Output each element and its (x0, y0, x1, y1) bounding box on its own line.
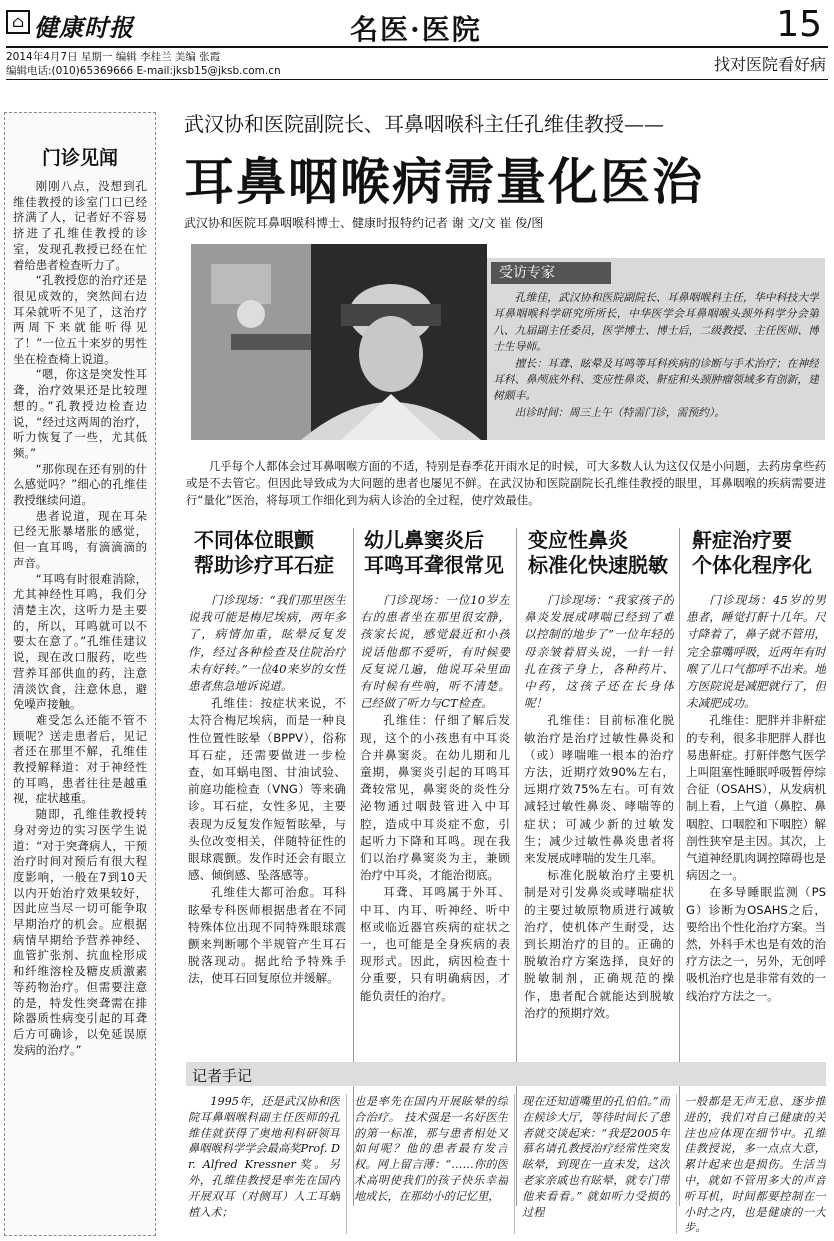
clinic-scene: 门诊现场：“我们那里医生说我可能是梅尼埃病，两年多了，病情加重，眩晕反复发作，经过各种检查及住院治疗未有好转。”一位40来岁的女性患者焦急地诉说道。 (188, 593, 346, 694)
column-heading-line: 帮助诊疗耳石症 (194, 553, 334, 577)
column-heading-line: 个体化程序化 (692, 553, 812, 577)
column-heading (364, 528, 510, 578)
contact-line: 编辑电话:(010)65369666 E-mail:jksb15@jksb.com.cn (6, 65, 281, 77)
page-number: 15 (776, 4, 822, 45)
sidebar-paragraph: “嗯，你这是突发性耳聋，治疗效果还是比较理想的。”孔教授边检查边说，“经过这两周的治疗，听力恢复了一些，尤其低频。” (13, 367, 147, 460)
article-byline: 武汉协和医院耳鼻咽喉科博士、健康时报特约记者 谢 文/文 崔 俊/图 (184, 216, 544, 230)
column-heading-line: 幼儿鼻窦炎后 (364, 528, 484, 552)
reporter-note-header (186, 1062, 826, 1086)
surgeon-photo (191, 244, 487, 440)
sidebar-body (13, 179, 147, 1229)
logo-icon: ⌂ (6, 10, 30, 34)
reporter-note-paragraph: 1995年，还是武汉协和医院耳鼻咽喉科副主任医师的孔维佳就获得了奥地利科研领耳鼻咽喉科学学会最高奖Prof. Dr. Alfred Kressner奖。另外，孔维佳教授是率先在国内开展双耳（对侧耳）人工耳蜗植入术； (188, 1095, 340, 1219)
expert-hours: 出诊时间：周三上午（特需门诊，需预约）。 (514, 405, 726, 419)
reporter-note-paragraph: 也是率先在国内开展眩晕的综合治疗。 技术强是一名好医生的第一标准，那与患者相处又如何呢？他的患者最有发言权。网上留言薄：“……你的医术高明使我们的孩子快乐幸福地成长，在那幼小的记忆里， (354, 1095, 508, 1203)
reporter-note-column (188, 1094, 340, 1238)
column-heading (194, 528, 346, 578)
sidebar-paragraph: “孔教授您的治疗还是很见成效的，突然间右边耳朵就听不见了，这治疗两周下来就能听得见了！”一位五十来岁的男性坐在检查椅上说道。 (13, 273, 147, 366)
article-intro-text: 几乎每个人都体会过耳鼻咽喉方面的不适，特别是春季花开雨水足的时候，可大多数人认为这仅仅是小问题，去药房拿些药或是不去管它。但因此导致成为大问题的患者也屡见不鲜。在武汉协和医院副院长孔维佳教授的眼里，耳鼻咽喉的疾病需要进行“量化”医治，将每项工作细化到为病人诊治的全过程，使疗效最佳。 (186, 459, 826, 508)
sidebar-paragraph: 随即，孔维佳教授转身对旁边的实习医学生说道：“对于突聋病人，干预治疗时间对预后有很大程度影响，一般在7到10天以内开始治疗效果较好，因此应当尽一切可能争取早期治疗的机会。应根据病情早期给予营养神经、血管扩张剂、抗血栓形成和纤维溶栓及糖皮质激素等药物治疗。但需要注意的是，特发性突聋需在排除器质性病变引起的耳聋后方可确诊，以免延误原发病的治疗。” (13, 807, 147, 1057)
column-heading (692, 528, 826, 578)
article-headline: 耳鼻咽喉病需量化医治 (184, 152, 704, 211)
reporter-note-paragraph: 现在还知道嘴里的孔伯伯。”而在候诊大厅，等待时间长了患者就交谈起来：“我是2005年慕名请孔教授治疗经常性突发眩晕，到现在一直未发，这次老家亲戚也有眩晕，就专门带他来看看。” 就如听力受损的过程 (522, 1095, 670, 1219)
sidebar (4, 112, 156, 1236)
column-paragraph: 孔维佳：按症状来说，不太符合梅尼埃病，而是一种良性位置性眩晕（BPPV），俗称耳石症，还需要做进一步检查，如耳蜗电图、甘油试验、前庭功能检查（VNG）等来确诊。耳石症，女性多见，主要表现为反复发作短暂眩晕，与头位改变相关，伴随特征性的眼球震颤。发作时还会有眼立感、倾倒感、坠落感等。 (188, 696, 346, 883)
column-heading-line: 耳鸣耳聋很常见 (364, 553, 504, 577)
clinic-scene: 门诊现场：“我家孩子的鼻炎发展成哮喘已经到了难以控制的地步了”一位年轻的母亲皱着眉头说，一针一针扎在孩子身上，各种药片、中药，这孩子还在长身体呢！ (524, 593, 674, 711)
reporter-note-column (684, 1094, 826, 1238)
date-line: 2014年4月7日 星期一 编辑 李桂兰 美编 张霞 (6, 51, 221, 63)
reporter-note-title: 记者手记 (192, 1067, 253, 1085)
slogan: 找对医院看好病 (713, 55, 826, 74)
sidebar-paragraph: “耳鸣有时很难消除，尤其神经性耳鸣，我们分清楚主次，这听力是主要的，所以，耳鸣就可以不要太在意了。”孔维佳建议说，现在改口服药，吃些营养耳部供血的药，注意清淡饮食，注意休息，避免噪声接触。 (13, 571, 147, 712)
expert-bio: 孔维佳，武汉协和医院副院长、耳鼻咽喉科主任，华中科技大学耳鼻咽喉科学研究所所长，中华医学会耳鼻咽喉头颈外科学分会第八、九届副主任委员，医学博士、博士后，二级教授、主任医师、博士生导师。 (493, 291, 819, 354)
reporter-note-column (354, 1094, 508, 1238)
logo-text: 健康时报 (34, 13, 134, 42)
column-paragraph: 在多导睡眠监测（PSG）诊断为OSAHS之后，要给出个性化治疗方案。当然，外科手术也是有效的治疗方法之一，另外，无创呼吸机治疗也是非常有效的一线治疗方法之一。 (686, 885, 826, 1003)
column-heading-line: 标准化快速脱敏 (528, 553, 668, 577)
column-paragraph: 孔维佳：肥胖并非鼾症的专利，很多非肥胖人群也易患鼾症。打鼾伴憋气医学上叫阻塞性睡眠呼吸暂停综合征（OSAHS），从发病机制上看，上气道（鼻腔、鼻咽腔、口咽腔和下咽腔）解剖性狭窄是主因。其次，上气道神经肌肉调控障碍也是病因之一。 (686, 713, 826, 883)
sidebar-paragraph: 难受怎么还能不管不顾呢？送走患者后，见记者还在那里不解，孔维佳教授解释道：对于神经性的耳鸣，患者往往是越重视，症状越重。 (13, 712, 147, 806)
reporter-note-paragraph: 一般都是无声无息、逐步推进的，我们对自己健康的关注也应体现在细节中。孔维佳教授说，多一点点大意，累计起来也是损伤。生活当中，就如不管用多大的声音听耳机，时间都要控制在一小时之内，也是健康的一大步。 (684, 1095, 826, 1235)
logo (6, 8, 136, 42)
column-paragraph: 孔维佳：仔细了解后发现，这个的小孩患有中耳炎合并鼻窦炎。在幼儿期和儿童期，鼻窦炎引起的耳鸣耳聋较常见，鼻窦炎的炎性分泌物通过咽鼓管进入中耳腔，造成中耳炎症不愈，引起听力下降和耳鸣。现在我们以治疗鼻窦炎为主，兼顾治疗中耳炎，才能治彻底。 (360, 713, 510, 883)
expert-specialty: 擅长：耳聋、眩晕及耳鸣等耳科疾病的诊断与手术治疗；在神经耳科、鼻颅底外科、变应性鼻炎、鼾症和头颈肿瘤领域多有创新，建树颇丰。 (493, 356, 819, 403)
expert-box-title-text: 受访专家 (499, 265, 555, 281)
column-heading-line: 变应性鼻炎 (528, 528, 628, 552)
column-paragraph: 耳聋、耳鸣属于外耳、中耳、内耳、听神经、听中枢或临近器官疾病的症状之一，也可能是全身疾病的表现形式。因此，病因检查十分重要，只有明确病因，才能负责任的治疗。 (360, 885, 510, 1003)
surgeon-photo-art (191, 244, 487, 440)
column-paragraph: 孔维佳大都可治愈。耳科眩晕专科医师根据患者在不同特殊体位出现不同特殊眼球震颤来判断哪个半规管产生耳石脱落现动。据此给予特殊手法，使耳石回复原位并缓解。 (188, 885, 346, 986)
column-heading (528, 528, 674, 578)
expert-box-title (491, 262, 611, 284)
column-heading-line: 不同体位眼颤 (194, 528, 314, 552)
section-title: 名医·医院 (350, 13, 482, 46)
sidebar-paragraph: 刚刚八点，没想到孔维佳教授的诊室门口已经挤满了人，记者好不容易挤进了孔维佳教授的诊室，发现孔教授已经在忙着给患者检查听力了。 (13, 179, 147, 272)
clinic-scene: 门诊现场：一位10岁左右的患者坐在那里很安静，孩家长说，感觉最近和小孩说话他都不爱听，有时候要反复说几遍，他说耳朵里面有时候有些响，听不清楚。已经做了听力与CT检查。 (360, 593, 510, 711)
masthead (6, 4, 828, 46)
column-heading-line: 鼾症治疗要 (692, 528, 792, 552)
sidebar-paragraph: 患者说道，现在耳朵已经无胀暴堵胀的感觉，但一直耳鸣，有滴滴滴的声音。 (13, 508, 147, 570)
column-paragraph: 孔维佳：目前标准化脱敏治疗是治疗过敏性鼻炎和（或）哮喘唯一根本的治疗方法，近期疗效90%左右，远期疗效75%左右。可有效减轻过敏性鼻炎、哮喘等的症状；可减少新的过敏发生；减少过敏性鼻炎患者将来发展成哮喘的发生几率。 (524, 713, 674, 866)
reporter-note-column (522, 1094, 670, 1238)
column-paragraph: 标准化脱敏治疗主要机制是对引发鼻炎或哮喘症状的主要过敏原物质进行减敏治疗，使机体产生耐受，达到长期治疗的目的。正确的脱敏治疗方案选择，良好的脱敏制剂，正确规范的操作，患者配合就能达到脱敏治疗的预期疗效。 (524, 868, 674, 1020)
article-intro (186, 458, 826, 512)
sidebar-title: 门诊见闻 (41, 147, 118, 169)
clinic-scene: 门诊现场：45岁的男患者，睡觉打鼾十几年。尺寸降着了，鼻子就不管用，完全靠嘴呼吸，近两年有时喉了儿口气都呼不出来。地方医院说是减肥就行了，但未减肥成功。 (686, 593, 826, 711)
expert-box (487, 258, 825, 440)
sidebar-paragraph: “那你现在还有别的什么感觉吗？”细心的孔维佳教授继续问道。 (13, 461, 147, 508)
article-kicker: 武汉协和医院副院长、耳鼻咽喉科主任孔维佳教授—— (184, 112, 664, 136)
expert-box-body (493, 290, 819, 438)
